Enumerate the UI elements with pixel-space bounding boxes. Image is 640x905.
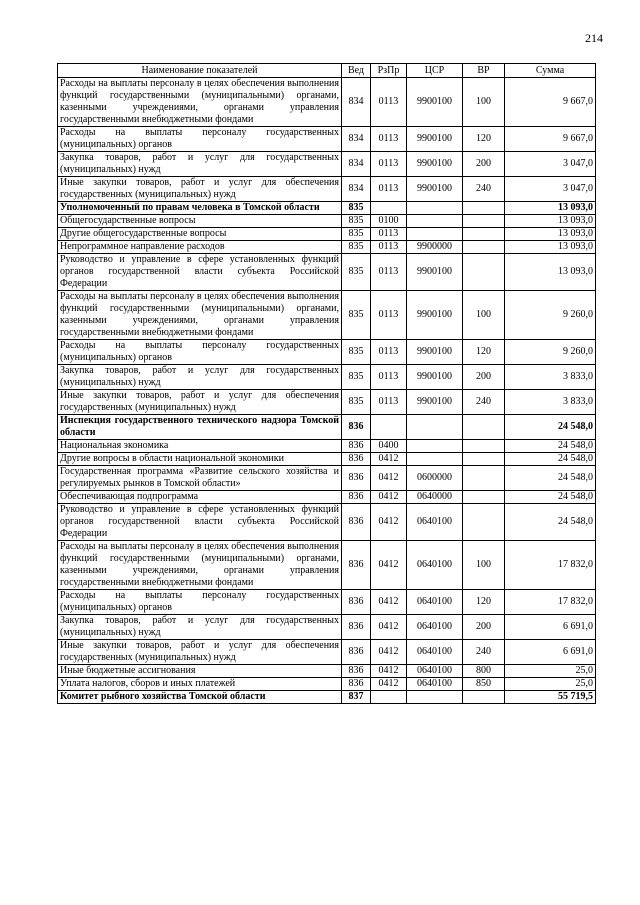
cell-csr: 9900100 [407, 127, 463, 152]
cell-rzpr [371, 202, 407, 215]
cell-rzpr: 0412 [371, 466, 407, 491]
header-ved: Вед [342, 64, 371, 78]
cell-vr [463, 440, 505, 453]
cell-csr [407, 228, 463, 241]
cell-csr: 0640100 [407, 615, 463, 640]
table-row [58, 127, 596, 152]
cell-sum: 24 548,0 [505, 466, 596, 491]
cell-csr: 0640000 [407, 491, 463, 504]
cell-csr: 9900100 [407, 365, 463, 390]
cell-rzpr: 0113 [371, 152, 407, 177]
cell-rzpr: 0412 [371, 590, 407, 615]
table-row [58, 466, 596, 491]
cell-ved: 835 [342, 228, 371, 241]
cell-sum: 24 548,0 [505, 504, 596, 541]
cell-csr [407, 453, 463, 466]
cell-sum: 9 260,0 [505, 340, 596, 365]
cell-rzpr: 0113 [371, 228, 407, 241]
cell-vr [463, 215, 505, 228]
cell-name: Руководство и управление в сфере установленных функций органов государственной власти субъекта Российской Федерации [58, 504, 342, 541]
cell-csr: 9900100 [407, 152, 463, 177]
cell-ved: 836 [342, 590, 371, 615]
cell-vr [463, 691, 505, 704]
table-row [58, 365, 596, 390]
cell-ved: 836 [342, 615, 371, 640]
cell-csr: 9900100 [407, 291, 463, 340]
cell-sum: 55 719,5 [505, 691, 596, 704]
cell-sum: 13 093,0 [505, 254, 596, 291]
cell-ved: 836 [342, 453, 371, 466]
cell-ved: 836 [342, 440, 371, 453]
cell-rzpr: 0113 [371, 254, 407, 291]
cell-vr: 100 [463, 541, 505, 590]
cell-ved: 836 [342, 466, 371, 491]
budget-table [57, 63, 596, 704]
cell-vr: 120 [463, 340, 505, 365]
cell-vr: 100 [463, 78, 505, 127]
cell-csr: 0640100 [407, 678, 463, 691]
cell-ved: 836 [342, 491, 371, 504]
cell-rzpr: 0113 [371, 127, 407, 152]
table-row [58, 440, 596, 453]
header-sum: Сумма [505, 64, 596, 78]
cell-ved: 834 [342, 152, 371, 177]
cell-ved: 835 [342, 291, 371, 340]
cell-name: Расходы на выплаты персоналу государственных (муниципальных) органов [58, 340, 342, 365]
table-row [58, 390, 596, 415]
cell-vr: 850 [463, 678, 505, 691]
cell-sum: 13 093,0 [505, 202, 596, 215]
cell-sum: 13 093,0 [505, 228, 596, 241]
table-row [58, 453, 596, 466]
cell-sum: 9 667,0 [505, 127, 596, 152]
cell-ved: 836 [342, 504, 371, 541]
cell-name: Расходы на выплаты персоналу в целях обеспечения выполнения функций государственными (муниципальными) органами, казенными учреждениями, органами управления государственными внебюджетными фондами [58, 78, 342, 127]
table-row [58, 541, 596, 590]
table-row [58, 78, 596, 127]
table-row [58, 177, 596, 202]
cell-csr [407, 415, 463, 440]
cell-vr [463, 453, 505, 466]
table-row [58, 340, 596, 365]
cell-csr: 0600000 [407, 466, 463, 491]
cell-vr [463, 466, 505, 491]
cell-vr: 100 [463, 291, 505, 340]
cell-sum: 24 548,0 [505, 453, 596, 466]
cell-name: Закупка товаров, работ и услуг для государственных (муниципальных) нужд [58, 365, 342, 390]
cell-sum: 3 833,0 [505, 365, 596, 390]
cell-ved: 836 [342, 640, 371, 665]
table-row [58, 678, 596, 691]
table-row [58, 228, 596, 241]
cell-csr: 9900100 [407, 340, 463, 365]
cell-rzpr: 0412 [371, 665, 407, 678]
cell-csr: 9900100 [407, 78, 463, 127]
cell-name: Расходы на выплаты персоналу в целях обеспечения выполнения функций государственными (муниципальными) органами, казенными учреждениями, органами управления государственными внебюджетными фондами [58, 541, 342, 590]
cell-ved: 837 [342, 691, 371, 704]
cell-ved: 834 [342, 78, 371, 127]
cell-rzpr: 0412 [371, 615, 407, 640]
cell-rzpr: 0113 [371, 78, 407, 127]
cell-name: Другие общегосударственные вопросы [58, 228, 342, 241]
cell-name: Другие вопросы в области национальной экономики [58, 453, 342, 466]
cell-vr [463, 504, 505, 541]
cell-name: Расходы на выплаты персоналу в целях обеспечения выполнения функций государственными (муниципальными) органами, казенными учреждениями, органами управления государственными внебюджетными фондами [58, 291, 342, 340]
table-row [58, 415, 596, 440]
cell-sum: 6 691,0 [505, 615, 596, 640]
table-row [58, 691, 596, 704]
cell-vr [463, 202, 505, 215]
cell-ved: 835 [342, 202, 371, 215]
header-vr: ВР [463, 64, 505, 78]
cell-csr [407, 202, 463, 215]
cell-vr [463, 241, 505, 254]
cell-vr: 120 [463, 127, 505, 152]
table-row [58, 215, 596, 228]
cell-sum: 13 093,0 [505, 215, 596, 228]
header-csr: ЦСР [407, 64, 463, 78]
cell-ved: 836 [342, 678, 371, 691]
cell-csr: 0640100 [407, 541, 463, 590]
table-header-row [58, 64, 596, 78]
cell-vr [463, 254, 505, 291]
table-row [58, 291, 596, 340]
cell-sum: 24 548,0 [505, 415, 596, 440]
cell-vr [463, 491, 505, 504]
cell-name: Комитет рыбного хозяйства Томской области [58, 691, 342, 704]
cell-ved: 836 [342, 541, 371, 590]
cell-name: Государственная программа «Развитие сельского хозяйства и регулируемых рынков в Томской области» [58, 466, 342, 491]
table-body [58, 78, 596, 704]
cell-rzpr [371, 415, 407, 440]
cell-name: Руководство и управление в сфере установленных функций органов государственной власти субъекта Российской Федерации [58, 254, 342, 291]
cell-csr: 9900100 [407, 177, 463, 202]
cell-sum: 6 691,0 [505, 640, 596, 665]
cell-ved: 835 [342, 340, 371, 365]
cell-name: Закупка товаров, работ и услуг для государственных (муниципальных) нужд [58, 615, 342, 640]
table-row [58, 640, 596, 665]
cell-name: Общегосударственные вопросы [58, 215, 342, 228]
cell-vr [463, 415, 505, 440]
cell-vr [463, 228, 505, 241]
cell-rzpr [371, 691, 407, 704]
cell-rzpr: 0113 [371, 365, 407, 390]
cell-ved: 835 [342, 215, 371, 228]
cell-sum: 13 093,0 [505, 241, 596, 254]
cell-ved: 836 [342, 415, 371, 440]
cell-rzpr: 0113 [371, 241, 407, 254]
cell-sum: 24 548,0 [505, 440, 596, 453]
cell-name: Иные закупки товаров, работ и услуг для обеспечения государственных (муниципальных) нужд [58, 177, 342, 202]
cell-vr: 240 [463, 640, 505, 665]
table-row [58, 590, 596, 615]
cell-name: Иные закупки товаров, работ и услуг для обеспечения государственных (муниципальных) нужд [58, 390, 342, 415]
cell-name: Национальная экономика [58, 440, 342, 453]
cell-rzpr: 0113 [371, 340, 407, 365]
cell-name: Расходы на выплаты персоналу государственных (муниципальных) органов [58, 127, 342, 152]
table-row [58, 491, 596, 504]
cell-ved: 836 [342, 665, 371, 678]
table-row [58, 665, 596, 678]
cell-sum: 17 832,0 [505, 541, 596, 590]
cell-sum: 3 833,0 [505, 390, 596, 415]
table-row [58, 504, 596, 541]
cell-rzpr: 0400 [371, 440, 407, 453]
cell-rzpr: 0113 [371, 390, 407, 415]
cell-rzpr: 0412 [371, 504, 407, 541]
header-rzpr: РзПр [371, 64, 407, 78]
cell-ved: 835 [342, 365, 371, 390]
cell-sum: 9 667,0 [505, 78, 596, 127]
cell-vr: 200 [463, 152, 505, 177]
cell-name: Закупка товаров, работ и услуг для государственных (муниципальных) нужд [58, 152, 342, 177]
table-row [58, 202, 596, 215]
cell-name: Уполномоченный по правам человека в Томской области [58, 202, 342, 215]
cell-csr: 9900100 [407, 390, 463, 415]
table-row [58, 241, 596, 254]
table-row [58, 254, 596, 291]
cell-vr: 240 [463, 177, 505, 202]
cell-vr: 240 [463, 390, 505, 415]
cell-name: Обеспечивающая подпрограмма [58, 491, 342, 504]
cell-csr: 0640100 [407, 665, 463, 678]
cell-csr: 9900000 [407, 241, 463, 254]
cell-ved: 835 [342, 390, 371, 415]
cell-csr [407, 215, 463, 228]
cell-rzpr: 0412 [371, 640, 407, 665]
cell-name: Инспекция государственного технического надзора Томской области [58, 415, 342, 440]
cell-sum: 9 260,0 [505, 291, 596, 340]
table-row [58, 615, 596, 640]
cell-sum: 24 548,0 [505, 491, 596, 504]
cell-sum: 25,0 [505, 678, 596, 691]
cell-rzpr: 0100 [371, 215, 407, 228]
cell-name: Иные бюджетные ассигнования [58, 665, 342, 678]
page-number: 214 [585, 31, 603, 45]
cell-rzpr: 0412 [371, 678, 407, 691]
cell-csr [407, 440, 463, 453]
cell-rzpr: 0113 [371, 177, 407, 202]
cell-name: Расходы на выплаты персоналу государственных (муниципальных) органов [58, 590, 342, 615]
cell-sum: 17 832,0 [505, 590, 596, 615]
cell-csr [407, 691, 463, 704]
cell-csr: 0640100 [407, 640, 463, 665]
cell-rzpr: 0412 [371, 541, 407, 590]
cell-name: Иные закупки товаров, работ и услуг для обеспечения государственных (муниципальных) нужд [58, 640, 342, 665]
cell-ved: 835 [342, 241, 371, 254]
cell-sum: 3 047,0 [505, 152, 596, 177]
cell-sum: 25,0 [505, 665, 596, 678]
cell-vr: 200 [463, 365, 505, 390]
cell-ved: 834 [342, 127, 371, 152]
cell-vr: 120 [463, 590, 505, 615]
cell-csr: 0640100 [407, 504, 463, 541]
table-row [58, 152, 596, 177]
cell-rzpr: 0113 [371, 291, 407, 340]
cell-vr: 200 [463, 615, 505, 640]
cell-rzpr: 0412 [371, 453, 407, 466]
header-name: Наименование показателей [58, 64, 342, 78]
cell-sum: 3 047,0 [505, 177, 596, 202]
cell-name: Уплата налогов, сборов и иных платежей [58, 678, 342, 691]
cell-vr: 800 [463, 665, 505, 678]
cell-name: Непрограммное направление расходов [58, 241, 342, 254]
cell-ved: 835 [342, 254, 371, 291]
cell-ved: 834 [342, 177, 371, 202]
cell-csr: 9900100 [407, 254, 463, 291]
cell-rzpr: 0412 [371, 491, 407, 504]
cell-csr: 0640100 [407, 590, 463, 615]
